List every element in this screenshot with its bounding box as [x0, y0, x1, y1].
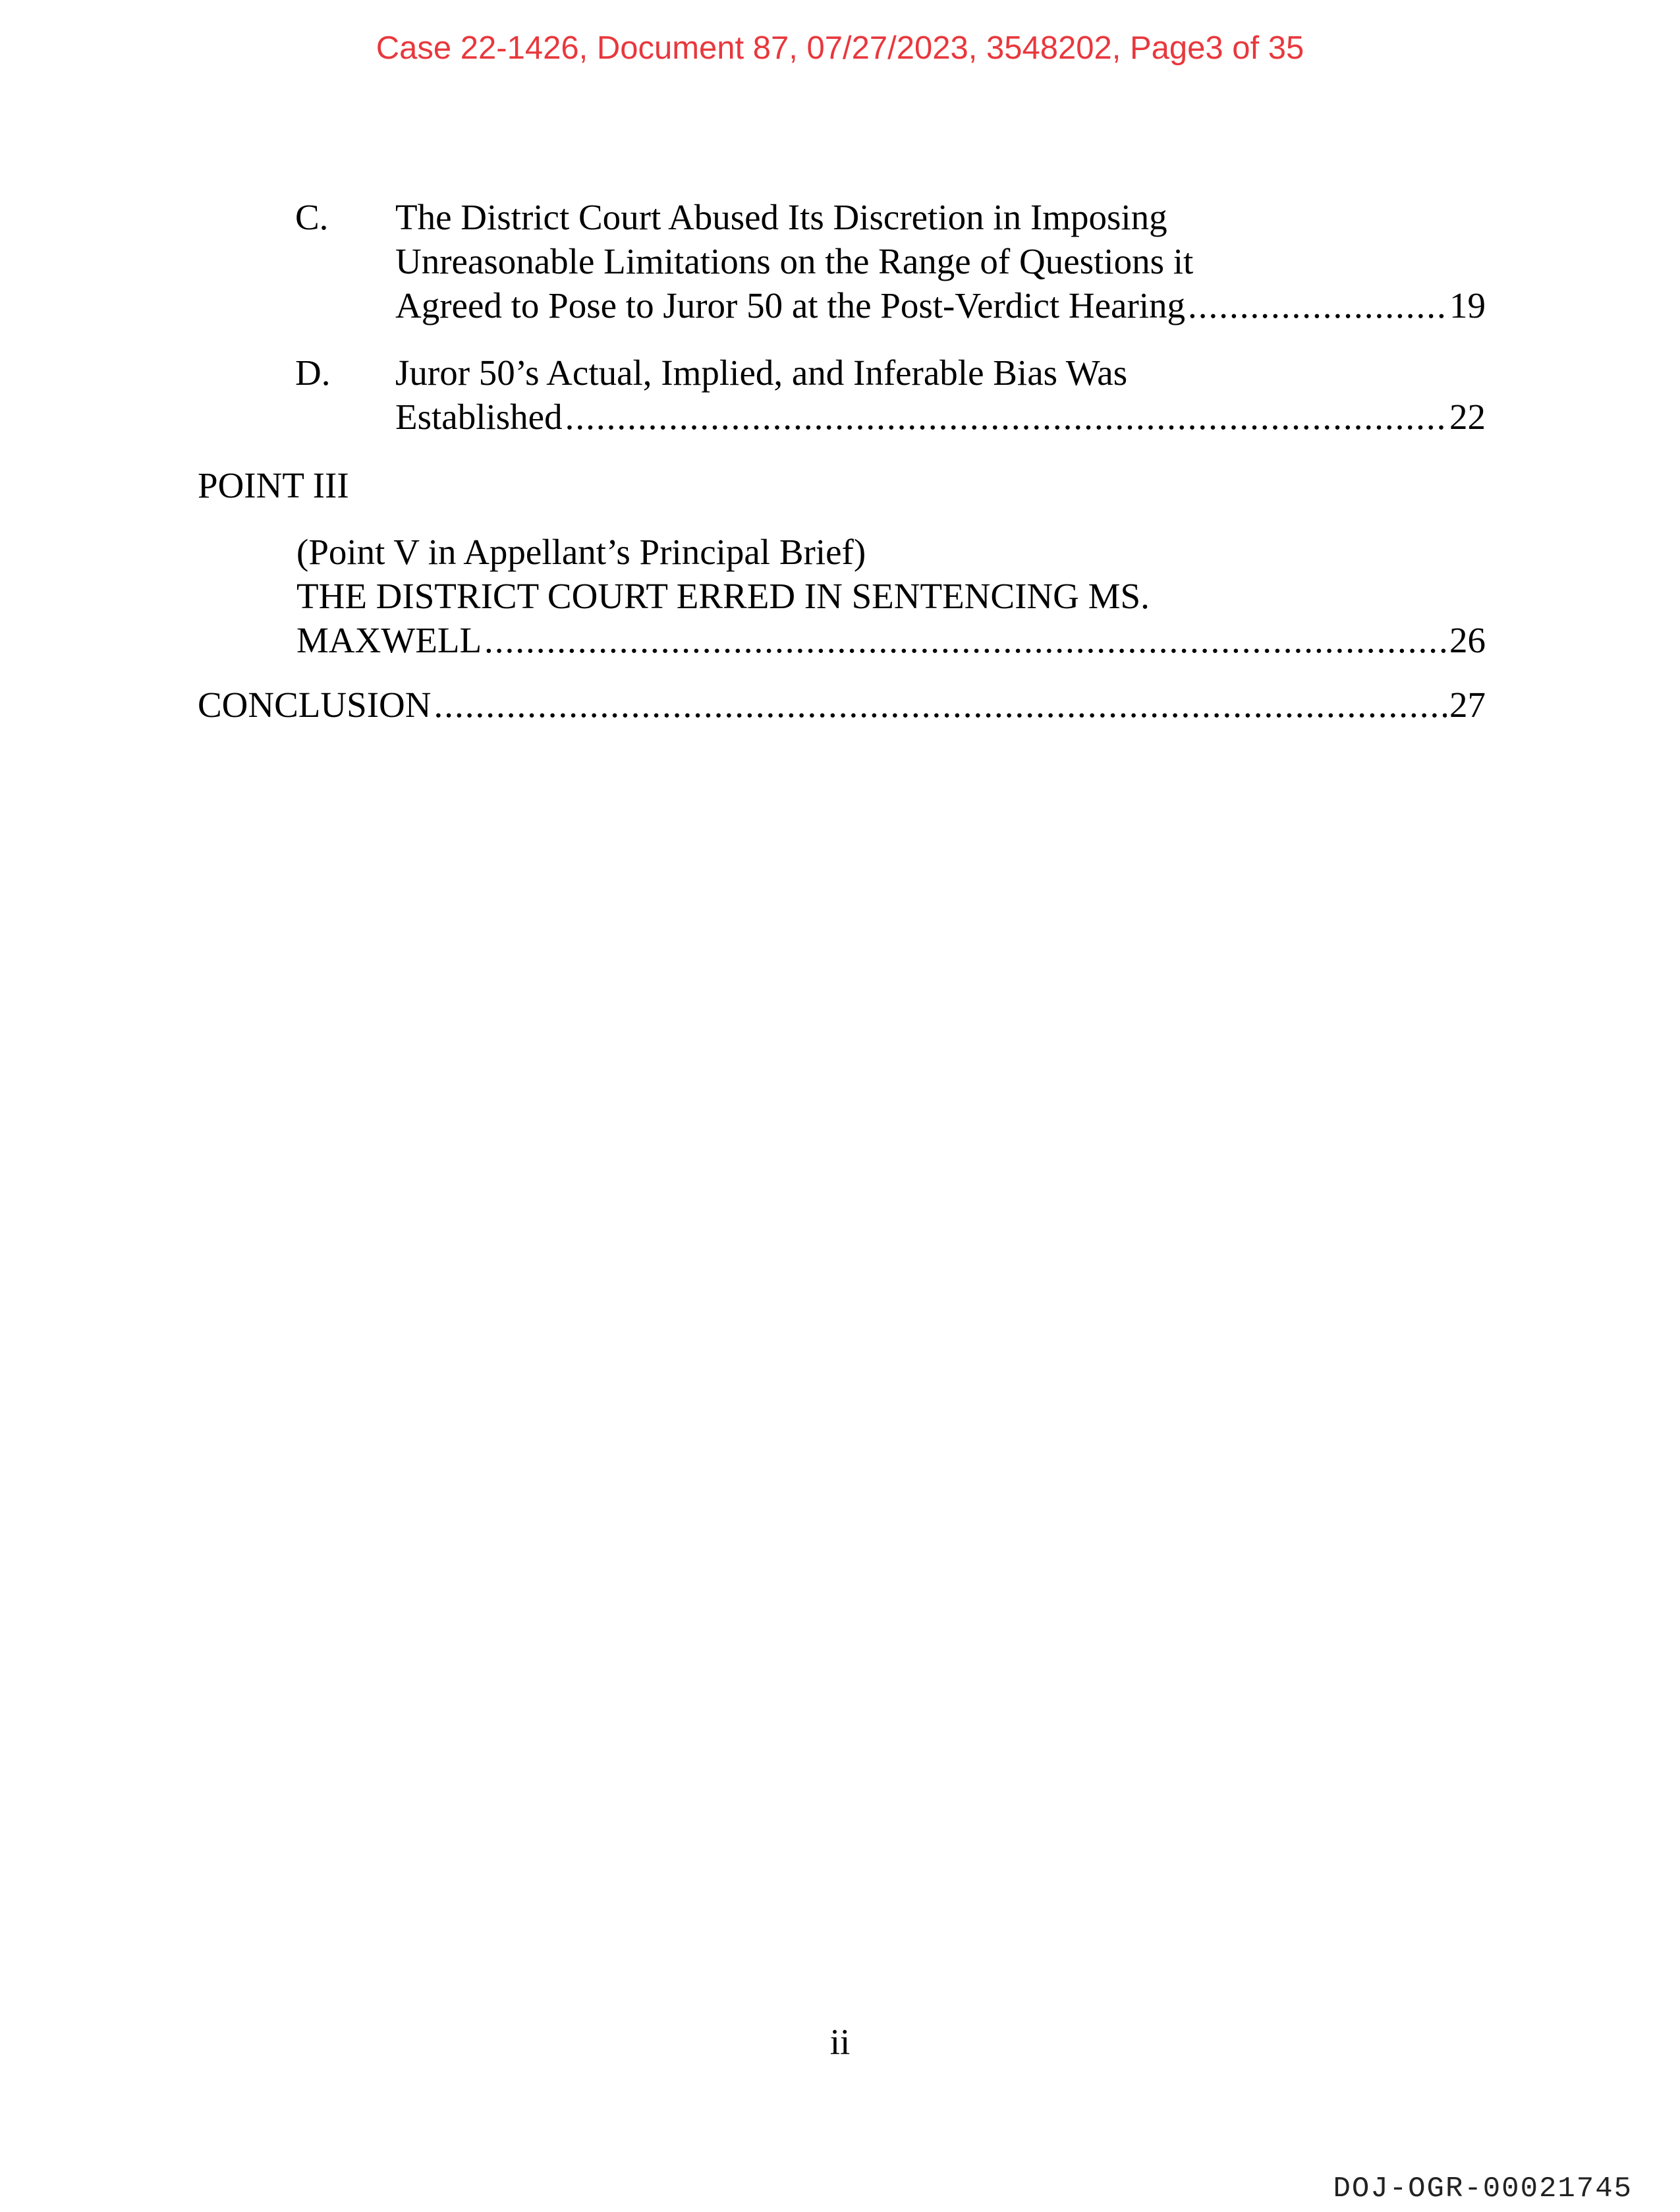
toc-entry-c-line-3: Agreed to Pose to Juror 50 at the Post-Verdict Hearing [395, 285, 1186, 326]
toc-conclusion-page-number: 27 [1449, 685, 1486, 725]
toc-point-iii-heading: POINT III [198, 465, 349, 505]
toc-entry-d [198, 351, 1486, 439]
toc-entry-c-line-1: The District Court Abused Its Discretion in Imposing [395, 197, 1167, 237]
toc-point-iii-body [296, 530, 1486, 662]
toc-point-iii-entry [296, 530, 1486, 662]
toc-point-iii-leader-line [296, 618, 1486, 662]
toc-entry-d-line-1: Juror 50’s Actual, Implied, and Inferable Bias Was [395, 353, 1128, 393]
toc-conclusion [198, 683, 1486, 727]
toc-entry-c-page-number: 19 [1449, 285, 1486, 326]
toc-entry-d-body [395, 351, 1486, 439]
toc-entry-c-body [395, 195, 1486, 327]
toc-entry-c-dot-leader [1188, 283, 1447, 327]
toc-entry-d-letter: D. [295, 353, 331, 393]
page-number: ii [829, 2022, 851, 2062]
toc-entry-d-leader-line [395, 395, 1486, 439]
toc-point-iii-line-3: MAXWELL [296, 620, 482, 660]
toc-conclusion-leader-line [198, 683, 1486, 727]
toc-point-iii-page-number: 26 [1449, 620, 1486, 660]
case-header-stamp: Case 22-1426, Document 87, 07/27/2023, 3548202, Page3 of 35 [376, 30, 1304, 66]
toc-entry-c-leader-line [395, 283, 1486, 327]
toc-entry-c-line-2: Unreasonable Limitations on the Range of Questions it [395, 241, 1194, 281]
toc-conclusion-label: CONCLUSION [198, 685, 432, 725]
toc-point-iii-line-2: THE DISTRICT COURT ERRED IN SENTENCING MS. [296, 576, 1150, 616]
toc-entry-c [198, 195, 1486, 327]
toc-entry-d-line-2: Established [395, 397, 563, 437]
toc-point-iii-line-1: (Point V in Appellant’s Principal Brief) [296, 532, 866, 572]
toc-entry-c-letter: C. [295, 197, 329, 237]
toc-entry-d-dot-leader [565, 395, 1447, 439]
bates-number: DOJ-OGR-00021745 [1333, 2172, 1633, 2205]
toc-conclusion-dot-leader [434, 683, 1447, 727]
toc-point-iii-dot-leader [484, 618, 1447, 662]
toc-entry-d-page-number: 22 [1449, 397, 1486, 437]
